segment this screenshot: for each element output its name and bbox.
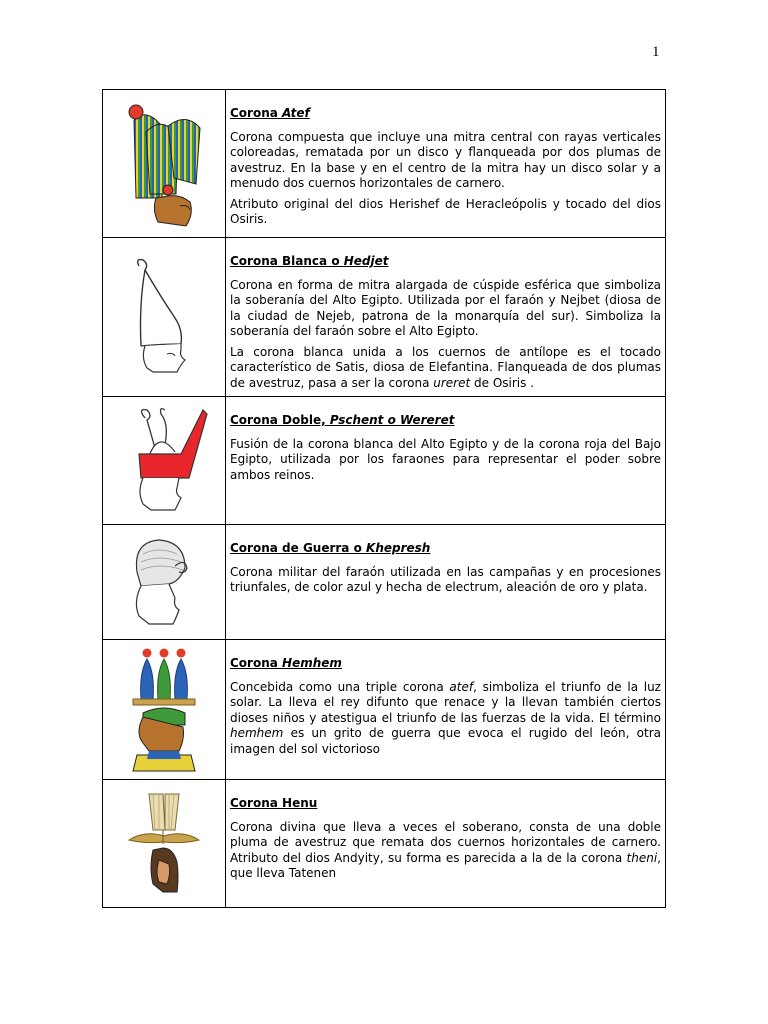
crown-description: La corona blanca unida a los cuernos de antílope es el tocado característico de Satis, diosa de Elefantina. Flanqueada de dos plumas de avestruz, pasa a ser la corona ureret de Osiris . — [230, 344, 661, 390]
description-cell — [226, 397, 666, 525]
table-row — [103, 780, 666, 908]
crown-description: Concebida como una triple corona atef, simboliza el triunfo de la luz solar. La lleva el rey difunto que renace y la llevan también ciertos dioses niños y atestigua el triunfo de las fuerzas de la vida. El término hemhem es un grito de guerra que evoca el rugido del león, otra imagen del sol victorioso — [230, 679, 661, 756]
crown-title: Corona Henu — [230, 796, 318, 810]
khepresh-crown-icon — [119, 532, 209, 632]
description-cell — [226, 780, 666, 908]
crowns-table — [102, 89, 666, 908]
henu-crown-icon — [119, 788, 209, 900]
crown-description: Corona divina que lleva a veces el soberano, consta de una doble pluma de avestruz que remata dos cuernos horizontales de carnero. Atributo del dios Andyity, su forma es parecida a la de la corona theni, que lleva Tatenen — [230, 819, 661, 880]
crown-title: Corona Atef — [230, 106, 310, 120]
table-row — [103, 640, 666, 780]
crown-title: Corona Blanca o Hedjet — [230, 254, 389, 268]
illustration-cell — [103, 90, 226, 238]
page-number: 1 — [652, 44, 660, 60]
crown-description: Corona militar del faraón utilizada en las campañas y en procesiones triunfales, de color azul y hecha de electrum, aleación de oro y plata. — [230, 564, 661, 594]
illustration-cell — [103, 780, 226, 908]
crown-description: Atributo original del dios Herishef de Heracleópolis y tocado del dios Osiris. — [230, 196, 661, 226]
crown-title: Corona de Guerra o Khepresh — [230, 541, 431, 555]
crown-description: Corona en forma de mitra alargada de cúspide esférica que simboliza la soberanía del Alto Egipto. Utilizada por el faraón y Nejbet (diosa de la ciudad de Nejeb, patrona de la monarquía del sur). Simboliza la soberanía del faraón sobre el Alto Egipto. — [230, 277, 661, 338]
illustration-cell — [103, 238, 226, 397]
table-row — [103, 397, 666, 525]
pschent-crown-icon — [119, 404, 209, 518]
description-cell — [226, 238, 666, 397]
hedjet-crown-icon — [119, 254, 209, 380]
table-row — [103, 90, 666, 238]
description-cell — [226, 90, 666, 238]
illustration-cell — [103, 525, 226, 640]
atef-crown-icon — [116, 98, 212, 230]
table-row — [103, 525, 666, 640]
description-cell — [226, 640, 666, 780]
illustration-cell — [103, 640, 226, 780]
description-cell — [226, 525, 666, 640]
hemhem-crown-icon — [119, 647, 209, 773]
crown-title: Corona Hemhem — [230, 656, 342, 670]
crown-title: Corona Doble, Pschent o Wereret — [230, 413, 455, 427]
crown-description: Fusión de la corona blanca del Alto Egipto y de la corona roja del Bajo Egipto, utilizada por los faraones para representar el poder sobre ambos reinos. — [230, 436, 661, 482]
illustration-cell — [103, 397, 226, 525]
crown-description: Corona compuesta que incluye una mitra central con rayas verticales coloreadas, rematada por un disco y flanqueada por dos plumas de avestruz. En la base y en el centro de la mitra hay un disco solar y a menudo dos cuernos horizontales de carnero. — [230, 129, 661, 190]
table-row — [103, 238, 666, 397]
